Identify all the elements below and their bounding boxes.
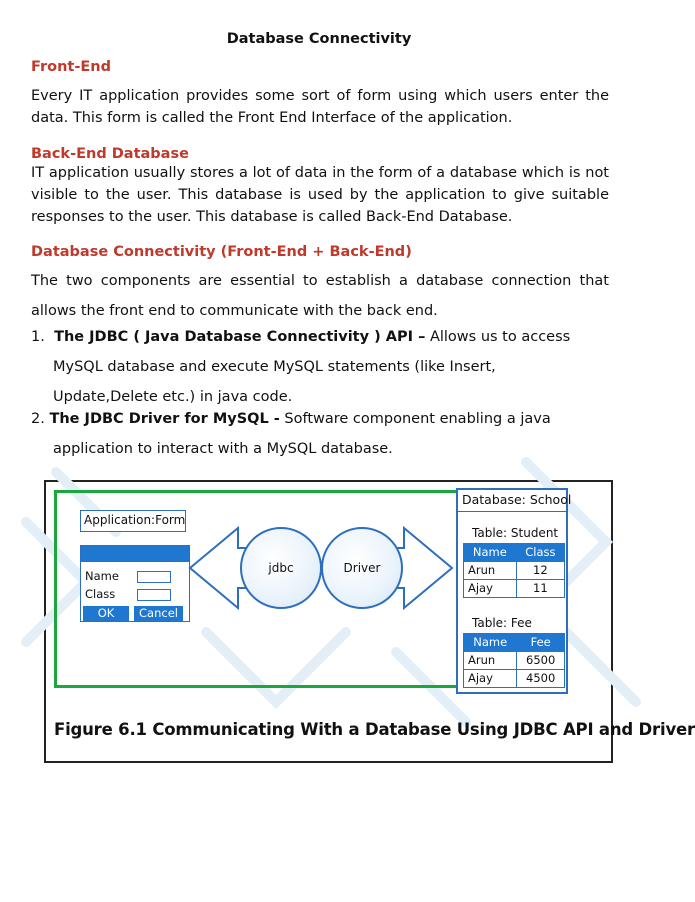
table-row [464, 652, 565, 670]
list-number: 2. [31, 411, 45, 427]
list-number: 1. [31, 329, 45, 345]
list-item-jdbc-driver [31, 404, 611, 464]
list-text: MySQL database and execute MySQL statements (like Insert, [53, 359, 496, 375]
front-end-heading: Front-End [31, 59, 111, 75]
driver-circle: Driver [321, 527, 403, 609]
table-cell: 11 [516, 580, 564, 598]
form-title: Application:Form [80, 510, 186, 532]
connectivity-text: The two components are essential to establish a database connection that allows the front end to communicate with the back end. [31, 273, 609, 319]
table-cell: Arun [464, 652, 517, 670]
form-name-label: Name [85, 569, 119, 583]
column-header: Name [464, 634, 517, 652]
jdbc-circle: jdbc [240, 527, 322, 609]
table-row [464, 670, 565, 688]
table-cell: 6500 [517, 652, 565, 670]
table-cell: Ajay [464, 670, 517, 688]
figure-caption: Figure 6.1 Communicating With a Database Using JDBC API and Driver [54, 720, 695, 739]
database-box [456, 488, 572, 694]
database-title: Database: School [462, 492, 572, 507]
table-row [464, 580, 565, 598]
back-end-text: IT application usually stores a lot of data in the form of a database which is not visible to the user. This database is used by the application to give suitable responses to the user. This database is called Back-End Database. [31, 165, 609, 225]
list-term: The JDBC ( Java Database Connectivity ) API – [54, 329, 426, 345]
form-mockup [80, 545, 190, 622]
database-divider [458, 511, 566, 512]
column-header: Fee [517, 634, 565, 652]
table-cell: Arun [464, 562, 517, 580]
form-class-label: Class [85, 587, 116, 601]
table-header-row [464, 544, 565, 562]
class-field [137, 589, 171, 601]
column-header: Name [464, 544, 517, 562]
column-header: Class [516, 544, 564, 562]
back-end-heading: Back-End Database [31, 146, 189, 162]
list-term: The JDBC Driver for MySQL - [49, 411, 280, 427]
table-cell: Ajay [464, 580, 517, 598]
student-table-caption: Table: Student [472, 526, 559, 540]
list-item-jdbc-api [31, 322, 611, 412]
fee-table [463, 633, 565, 688]
list-text: Software component enabling a java [284, 411, 551, 427]
front-end-text: Every IT application provides some sort of form using which users enter the data. This form is called the Front End Interface of the application. [31, 88, 609, 126]
ok-button: OK [83, 606, 129, 621]
table-cell: 12 [516, 562, 564, 580]
student-table [463, 543, 565, 598]
table-cell: 4500 [517, 670, 565, 688]
list-text: Allows us to access [429, 329, 571, 345]
table-header-row [464, 634, 565, 652]
connectivity-heading: Database Connectivity (Front-End + Back-End) [31, 244, 412, 260]
list-text: Update,Delete etc.) in java code. [53, 389, 293, 405]
list-text: application to interact with a MySQL database. [53, 441, 393, 457]
table-row [464, 562, 565, 580]
page-title: Database Connectivity [226, 31, 412, 47]
name-field [137, 571, 171, 583]
cancel-button: Cancel [134, 606, 183, 621]
form-title-bar [81, 546, 189, 562]
fee-table-caption: Table: Fee [472, 616, 532, 630]
